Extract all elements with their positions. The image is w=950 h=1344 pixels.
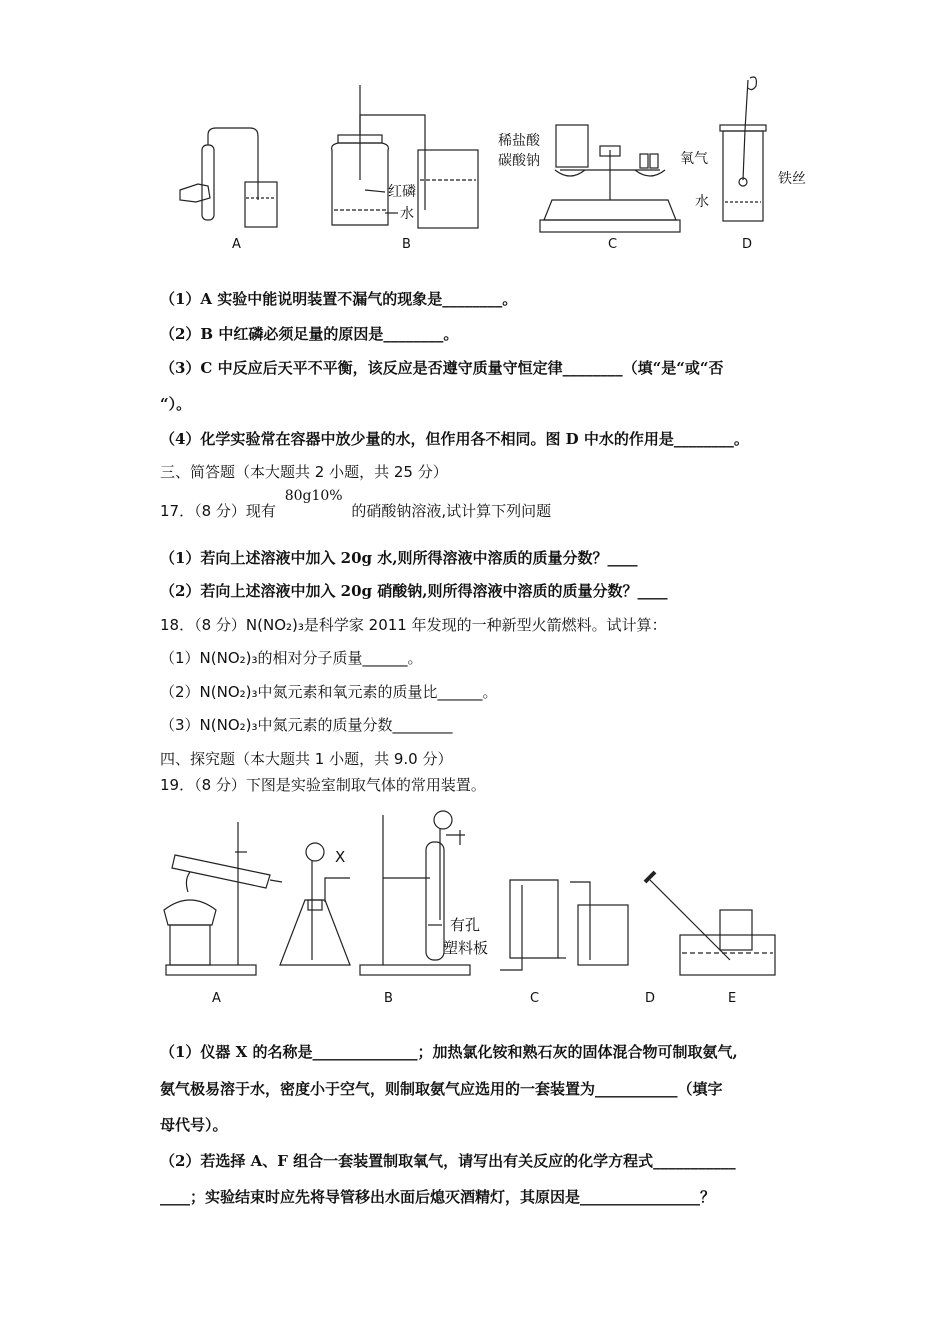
q16-part-3: （3）C 中反应后天平不平衡，该反应是否遵守质量守恒定律________（填“是“或“否 [160,359,724,377]
fig1-label-b: B [402,237,411,252]
fig2-label-e: E [728,991,737,1006]
fig1-d-iron-combustion [720,77,766,221]
q19-part-2-line-1: （2）若选择 A、F 组合一套装置制取氧气，请写出有关反应的化学方程式___________ [160,1152,736,1170]
q16-part-4: （4）化学实验常在容器中放少量的水，但作用各不相同。图 D 中水的作用是________。 [160,430,749,448]
fig1-c-carbonate-label: 碳酸钠 [498,153,540,169]
q19-part-1-line-3: 母代号）。 [160,1116,228,1134]
q16-part-2: （2）B 中红磷必须足量的原因是________。 [160,325,459,343]
q18-part-3: （3）N(NO₂)₃中氮元素的质量分数________ [160,716,453,734]
fig1-label-c: C [608,237,618,252]
q19-part-2-line-2: ____；实验结束时应先将导管移出水面后熄灭酒精灯，其原因是________________？ [160,1188,716,1206]
q17-stem-start: 17．（8 分）现有 [160,502,276,520]
q18-part-2: （2）N(NO₂)₃中氮元素和氧元素的质量比______。 [160,683,498,701]
q17-part-1: （1）若向上述溶液中加入 20g 水,则所得溶液中溶质的质量分数？____ [160,549,638,567]
section-3-heading: 三、简答题（本大题共 2 小题，共 25 分） [160,463,448,481]
q17-stem [160,488,552,521]
q17-part-2: （2）若向上述溶液中加入 20g 硝酸钠,则所得溶液中溶质的质量分数？____ [160,582,668,600]
fig2-a-heating-setup [164,822,282,975]
q19-part-1-line-1: （1）仪器 X 的名称是______________；加热氯化铵和熟石灰的固体混合物可制取氨气, [160,1043,738,1061]
fig1-b-water-label: 水 [400,206,414,222]
fig2-plate-label-1: 有孔 [450,916,481,934]
q17-formula: 80g10% [284,488,343,504]
fig1-label-d: D [742,237,753,252]
q18-part-1: （1）N(NO₂)₃的相对分子质量______。 [160,649,423,667]
fig1-d-water-label: 水 [695,194,709,210]
fig2-c-downward-collection [500,880,566,970]
fig1-d-oxygen-label: 氧气 [680,151,708,167]
q16-part-3-continued: “）。 [160,395,192,413]
q16-part-1: （1）A 实验中能说明装置不漏气的现象是________。 [160,290,518,308]
fig2-d-upward-collection [570,882,628,965]
figure-1-apparatus [160,70,820,260]
fig1-label-a: A [232,237,241,252]
fig2-label-c: C [530,991,540,1006]
fig1-c-balance [540,125,680,232]
section-4-heading: 四、探究题（本大题共 1 小题，共 9.0 分） [160,750,453,768]
fig2-x-label: X [335,848,346,866]
fig2-e-water-collection [645,872,775,975]
q17-stem-end: 的硝酸钠溶液,试计算下列问题 [351,502,552,520]
q19-part-1-line-2: 氨气极易溶于水，密度小于空气，则制取氨气应选用的一套装置为___________（填字 [160,1080,723,1098]
fig2-plate-label-2: 塑料板 [443,939,489,957]
fig1-c-acid-label: 稀盐酸 [498,133,540,149]
q18-stem: 18．（8 分）N(NO₂)₃是科学家 2011 年发现的一种新型火箭燃料。试计算： [160,616,667,634]
fig1-a-airtightness-check [180,128,277,227]
fig2-label-a: A [212,991,221,1006]
fig2-label-d: D [645,991,656,1006]
fig1-b-red-phosphorus-label: 红磷 [388,184,416,200]
fig1-d-iron-label: 铁丝 [778,171,806,187]
fig2-label-b: B [384,991,393,1006]
figure-2-gas-apparatus [160,810,800,1010]
q19-stem: 19．（8 分）下图是实验室制取气体的常用装置。 [160,776,486,794]
